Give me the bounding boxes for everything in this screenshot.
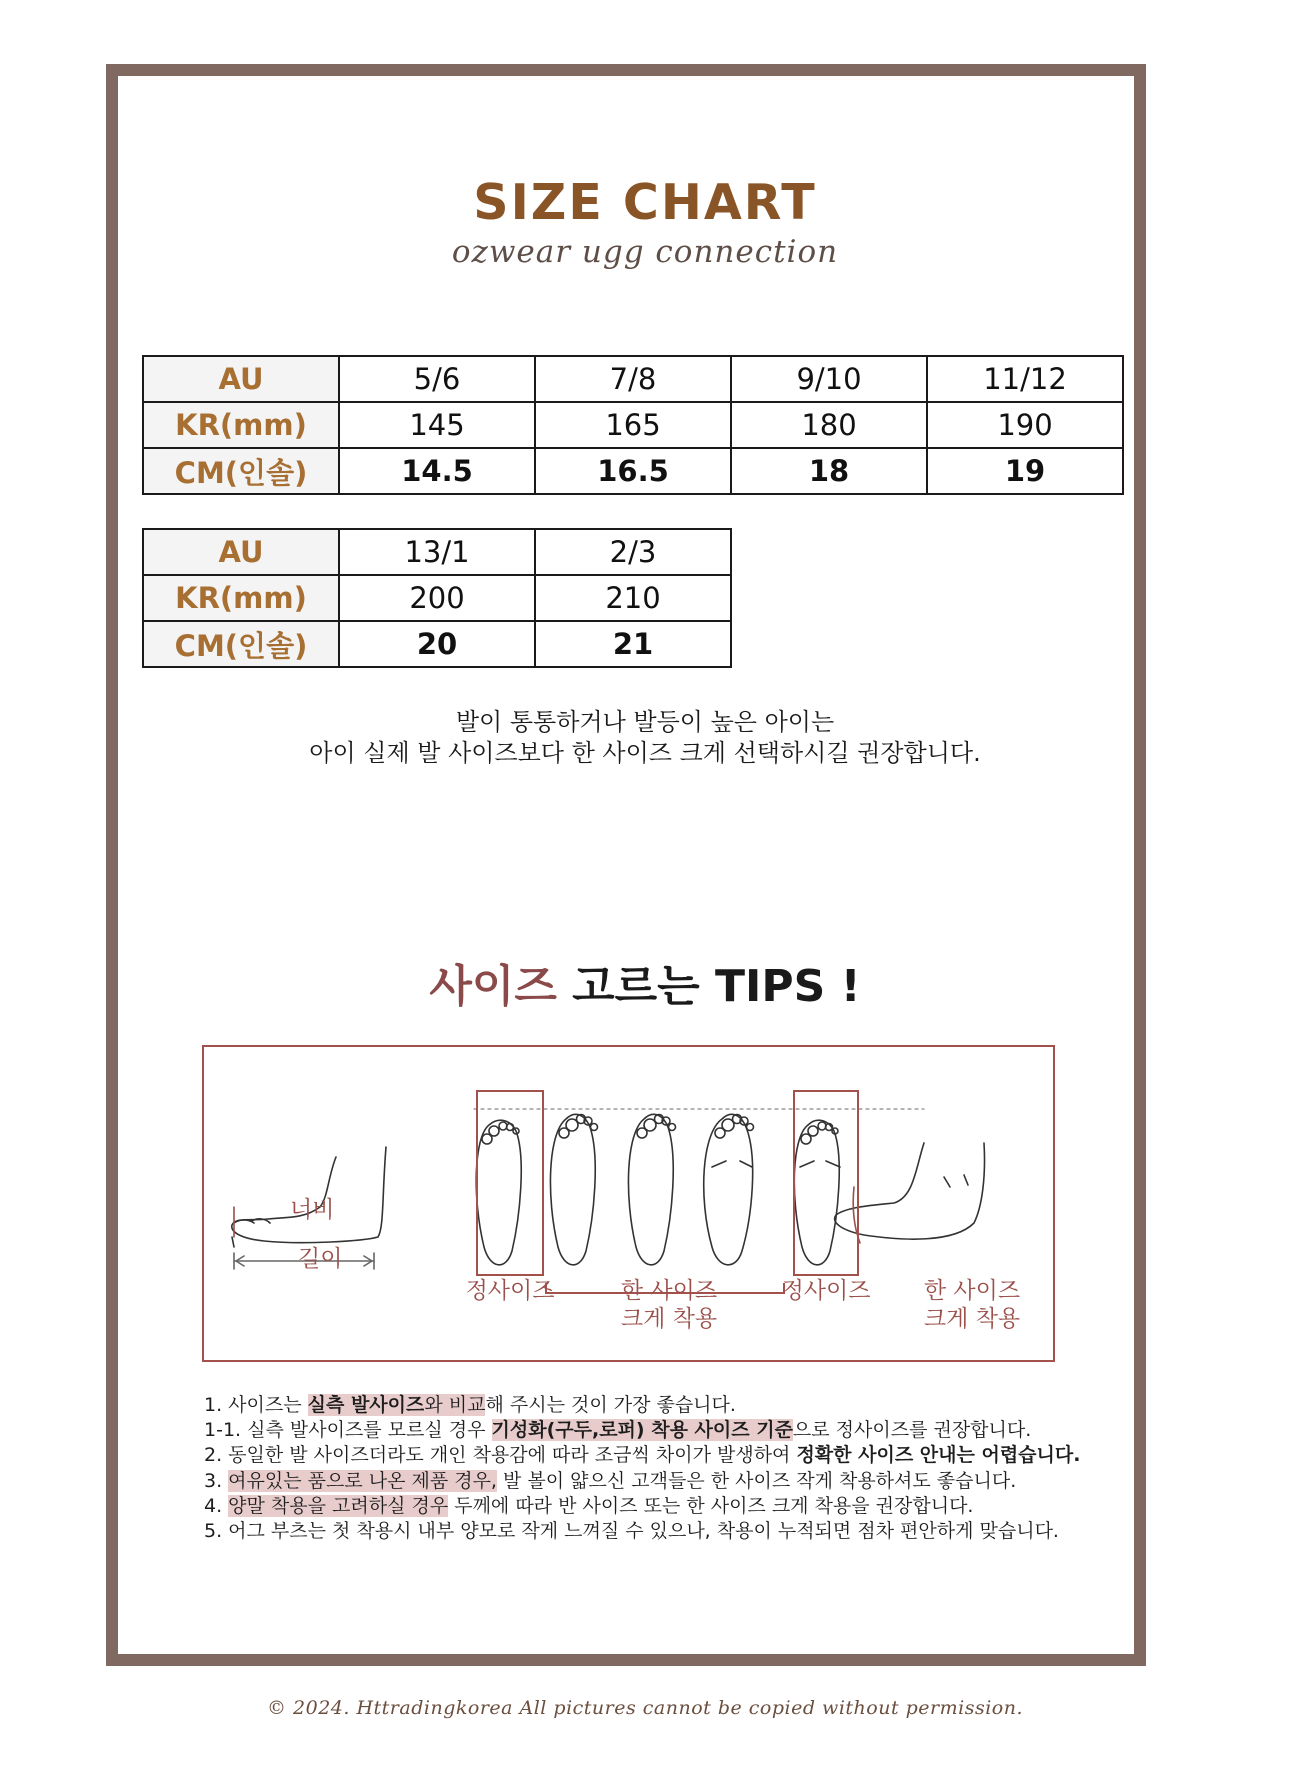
- tip-text: 3.: [204, 1469, 229, 1492]
- table-cell: 20: [339, 621, 535, 667]
- bigger-label-2: [917, 1277, 1027, 1333]
- tips-list: [204, 1393, 1080, 1544]
- tip-bold: 정확한 사이즈 안내는 어렵습니다.: [796, 1444, 1081, 1467]
- row-label-kr: KR(mm): [143, 575, 339, 621]
- table-cell: 19: [927, 448, 1123, 494]
- table-cell: 9/10: [731, 356, 927, 402]
- top-foot-icon-1: [476, 1120, 521, 1265]
- top-foot-icon-2: [550, 1114, 597, 1265]
- table-cell: 16.5: [535, 448, 731, 494]
- page-title: SIZE CHART: [473, 174, 817, 231]
- tips-title-rest: 고르는 TIPS !: [556, 961, 861, 1012]
- tip-text: 두께에 따라 반 사이즈 또는 한 사이즈 크게 착용을 권장합니다.: [448, 1494, 974, 1517]
- note-line-1: 발이 통통하거나 발등이 높은 아이는: [455, 708, 835, 736]
- table-cell: 145: [339, 402, 535, 448]
- tips-illustration-box: [202, 1045, 1055, 1362]
- table-cell: 200: [339, 575, 535, 621]
- fit-label-1: 정사이즈: [465, 1278, 555, 1304]
- table-cell: 21: [535, 621, 731, 667]
- tips-title-accent: 사이즈: [429, 961, 557, 1012]
- tip-text: 5. 어그 부츠는 첫 착용시 내부 양모로 작게 느껴질 수 있으나, 착용이 누적되면 점차 편안하게 맞습니다.: [204, 1520, 1059, 1543]
- table-cell: 14.5: [339, 448, 535, 494]
- table-row-cm: [143, 621, 731, 667]
- tip-highlight: 기성화(구두,로퍼) 착용 사이즈 기준: [491, 1419, 793, 1442]
- tip-highlight: 양말 착용을 고려하실 경우: [228, 1494, 449, 1517]
- top-foot-icon-5: [794, 1120, 840, 1265]
- row-label-au: AU: [143, 356, 339, 402]
- table-cell: 7/8: [535, 356, 731, 402]
- tip-text: 발 볼이 얇으신 고객들은 한 사이즈 작게 착용하셔도 좋습니다.: [496, 1469, 1017, 1492]
- top-foot-icon-3: [628, 1114, 675, 1265]
- table-cell: 5/6: [339, 356, 535, 402]
- tip-highlight: 여유있는 품으로 나온 제품 경우,: [228, 1469, 497, 1492]
- top-foot-icon-4: [704, 1114, 754, 1265]
- table-row-kr: [143, 402, 1123, 448]
- table-cell: 190: [927, 402, 1123, 448]
- fit-label-2: 정사이즈: [781, 1278, 871, 1304]
- row-label-kr: KR(mm): [143, 402, 339, 448]
- bigger-label-2-line-b: 크게 착용: [923, 1306, 1021, 1332]
- row-label-au: AU: [143, 529, 339, 575]
- tip-item-5: [204, 1519, 1080, 1544]
- table-row-au: [143, 356, 1123, 402]
- tip-text: 1. 사이즈는: [204, 1394, 308, 1416]
- table-cell: 13/1: [339, 529, 535, 575]
- table-cell: 180: [731, 402, 927, 448]
- bigger-label-1: [614, 1277, 724, 1333]
- row-label-cm: CM(인솔): [143, 448, 339, 494]
- tip-item-1: [204, 1393, 1080, 1418]
- tip-item-3: [204, 1469, 1080, 1494]
- tip-item-4: [204, 1494, 1080, 1519]
- bigger-label-2-line-a: 한 사이즈: [923, 1278, 1021, 1304]
- length-label: 길이: [298, 1246, 343, 1272]
- page-subtitle: ozwear ugg connection: [451, 234, 839, 270]
- table-cell: 18: [731, 448, 927, 494]
- tip-highlight: 실측 발사이즈: [307, 1394, 425, 1416]
- table-row-cm: [143, 448, 1123, 494]
- tip-item-1-1: [204, 1418, 1080, 1443]
- tip-highlight: 와 비교: [424, 1394, 486, 1416]
- bigger-label-1-line-a: 한 사이즈: [620, 1278, 718, 1304]
- tip-text: 으로 정사이즈를 권장합니다.: [792, 1419, 1032, 1442]
- table-row-au: [143, 529, 731, 575]
- size-table-2: [142, 528, 732, 668]
- tip-text: 4.: [204, 1494, 229, 1517]
- row-label-cm: CM(인솔): [143, 621, 339, 667]
- table-cell: 210: [535, 575, 731, 621]
- copyright-footer: © 2024. Httradingkorea All pictures cannot be copied without permission.: [267, 1697, 1023, 1719]
- tip-text: 2. 동일한 발 사이즈더라도 개인 착용감에 따라 조금씩 차이가 발생하여: [204, 1444, 797, 1467]
- bigger-label-1-line-b: 크게 착용: [620, 1306, 718, 1332]
- table-row-kr: [143, 575, 731, 621]
- tip-text: 해 주시는 것이 가장 좋습니다.: [485, 1394, 736, 1416]
- tip-item-2: [204, 1443, 1080, 1468]
- tip-text: 1-1. 실측 발사이즈를 모르실 경우: [204, 1419, 492, 1442]
- size-table-1: [142, 355, 1124, 495]
- table-cell: 2/3: [535, 529, 731, 575]
- tips-title: [0, 950, 1290, 1014]
- table-cell: 165: [535, 402, 731, 448]
- table-cell: 11/12: [927, 356, 1123, 402]
- note-line-2: 아이 실제 발 사이즈보다 한 사이즈 크게 선택하시길 권장합니다.: [309, 739, 981, 767]
- width-label: 너비: [290, 1197, 335, 1223]
